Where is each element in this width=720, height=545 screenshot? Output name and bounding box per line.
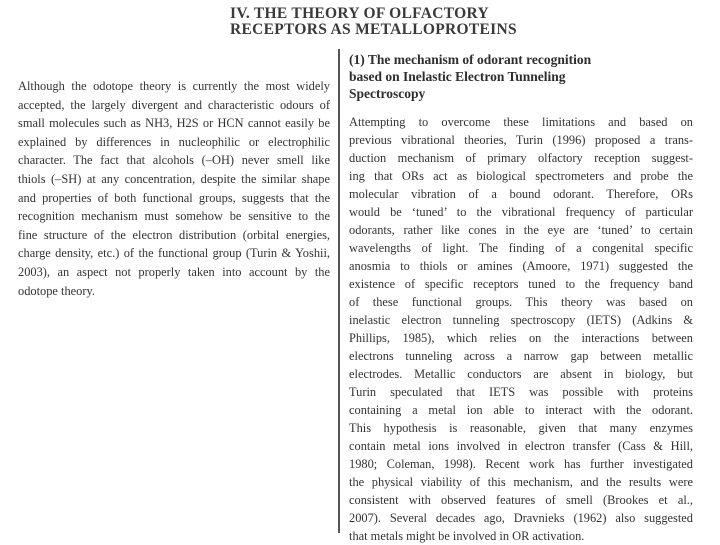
text-line: previous vibrational theories, Turin (1996) proposed a trans-: [349, 133, 693, 147]
text-line: would be ‘tuned’ to the vibrational frequency of particular: [349, 205, 693, 219]
text-line: wavelengths of light. The finding of a congenital specific: [349, 241, 693, 255]
heading-line: (1) The mechanism of odorant recognition: [349, 52, 592, 67]
text-line: and properties of both functional groups, suggests that the: [18, 190, 330, 205]
text-line: the physical viability of this mechanism, and the results were: [349, 475, 693, 489]
text-line: of these functional groups. This theory was based on: [349, 295, 693, 309]
heading-line: based on Inelastic Electron Tunneling: [349, 69, 566, 84]
text-line: small molecules such as NH3, H2S or HCN cannot easily be: [18, 116, 330, 131]
text-line: odotope theory.: [18, 283, 95, 298]
text-line: existence of specific receptors tuned to the frequency band: [349, 277, 693, 291]
text-line: Although the odotope theory is currently the most widely: [18, 79, 330, 93]
text-line: character. The fact that alcohols (–OH) never smell like: [18, 153, 330, 168]
text-line: Phillips, 1985), which relies on the interactions between: [349, 331, 693, 345]
text-line: explained by differences in nucleophilic or electrophilic: [18, 134, 330, 149]
section-heading: [349, 51, 694, 102]
text-line: contain metal ions involved in electron transfer (Cass & Hill,: [349, 439, 693, 453]
text-line: recognition mechanism must somehow be sensitive to the: [18, 209, 330, 224]
text-line: molecular vibration of a bound odorant. Therefore, ORs: [349, 187, 693, 201]
text-line: electrons tunneling across a narrow gap between metallic: [349, 349, 693, 363]
right-column-paragraph: [349, 113, 693, 545]
text-line: This hypothesis is reasonable, given that many enzymes: [349, 421, 693, 435]
text-line: accepted, the largely divergent and characteristic odours of: [18, 97, 330, 112]
text-line: fine structure of the electron distribution (orbital energies,: [18, 227, 330, 242]
text-line: 1980; Coleman, 1998). Recent work has further investigated: [349, 457, 693, 471]
page-title: [230, 6, 530, 38]
text-line: 2003), an aspect not properly taken into account by the: [18, 264, 330, 279]
text-line: thiols (–SH) at any concentration, despite the similar shape: [18, 171, 330, 186]
text-line: ing that ORs act as biological spectrometers and probe the: [349, 169, 693, 183]
text-line: Turin speculated that IETS was possible with proteins: [349, 385, 693, 399]
text-line: containing a metal ion able to interact with the odorant.: [349, 403, 693, 417]
text-line: that metals might be involved in OR activation.: [349, 529, 585, 543]
text-line: electrodes. Metallic conductors are absent in biology, but: [349, 367, 693, 381]
left-column-paragraph: [18, 77, 330, 300]
text-line: Attempting to overcome these limitations and based on: [349, 115, 693, 129]
text-line: duction mechanism of primary olfactory reception suggest-: [349, 151, 693, 165]
text-line: consistent with observed features of smell (Brookes et al.,: [349, 493, 693, 507]
text-line: anosmia to thiols or amines (Amoore, 1971) suggested the: [349, 259, 693, 273]
text-line: inelastic electron tunneling spectroscopy (IETS) (Adkins &: [349, 313, 693, 327]
heading-line: Spectroscopy: [349, 86, 426, 101]
title-line: RECEPTORS AS METALLOPROTEINS: [230, 21, 517, 38]
column-divider: [338, 49, 340, 533]
title-line: IV. THE THEORY OF OLFACTORY: [230, 5, 489, 22]
text-line: odorants, rather like cones in the eye are ‘tuned’ to certain: [349, 223, 693, 237]
text-line: charge density, etc.) of the functional group (Turin & Yoshii,: [18, 246, 330, 261]
text-line: 2007). Several decades ago, Dravnieks (1962) also suggested: [349, 511, 693, 525]
